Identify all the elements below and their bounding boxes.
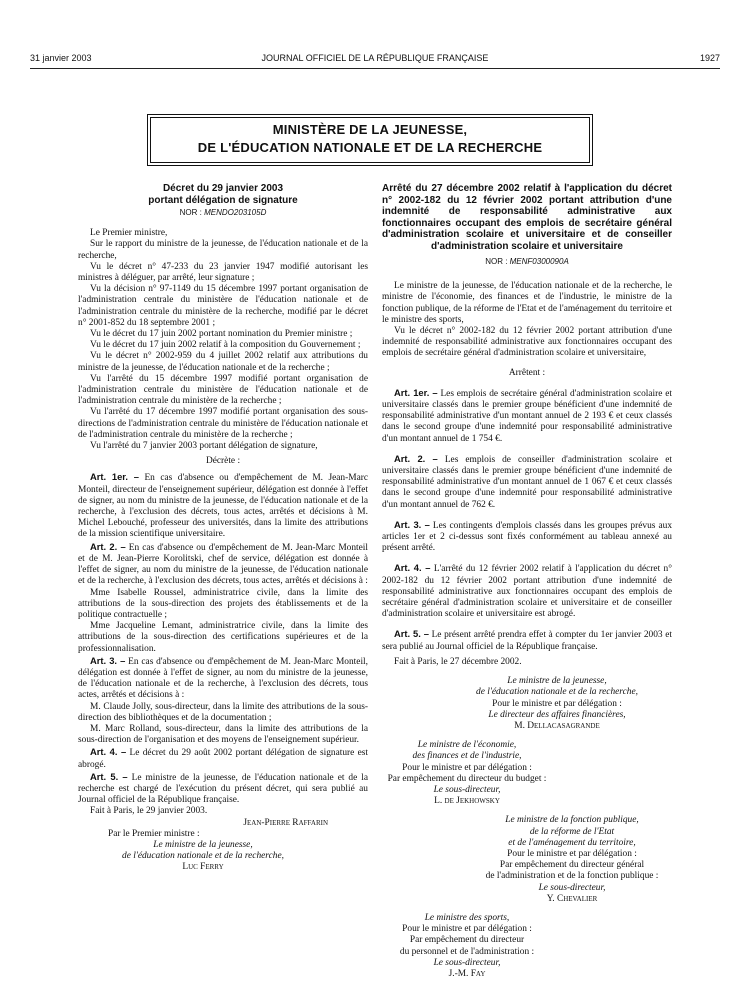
signature-block-1: Le ministre de la jeunesse, de l'éducation nationale et de la recherche, Pour le ministre et par délégation : Le directeur des affaires financières, M. Dellacasagrande bbox=[476, 676, 638, 731]
right-column bbox=[382, 183, 672, 980]
signing-date: Fait à Paris, le 27 décembre 2002. bbox=[394, 656, 522, 667]
article-4: Art. 4. – Le décret du 29 août 2002 portant délégation de signature est abrogé. bbox=[78, 746, 369, 770]
paragraph: Mme Jacqueline Lemant, administratrice civile, dans la limite des attributions de la sous-direction des certifications supérieures et de la professionnalisation. bbox=[78, 621, 368, 654]
ministry-banner bbox=[150, 117, 590, 163]
paragraph: Sur le rapport du ministre de la jeunesse, de l'éducation nationale et de la recherche, bbox=[78, 239, 368, 261]
header-date: 31 janvier 2003 bbox=[30, 53, 92, 63]
minister-line-2: de l'éducation nationale et de la recherche, bbox=[122, 851, 284, 862]
decrete-heading: Décrète : bbox=[205, 456, 241, 467]
paragraph: Vu l'arrêté du 17 décembre 1997 modifié portant organisation des sous-directions de l'administration centrale du ministère de l'éducation nationale et de l'administration centrale du ministère de la recherche ; bbox=[78, 407, 368, 440]
paragraph: Vu le décret du 17 juin 2002 portant nomination du Premier ministre ; bbox=[90, 329, 353, 340]
by-pm: Par le Premier ministre : bbox=[108, 828, 200, 839]
minister-line-1: Le ministre de la jeunesse, bbox=[153, 839, 253, 850]
arretent-heading: Arrêtent : bbox=[508, 367, 546, 378]
ministry-line-1: MINISTÈRE DE LA JEUNESSE, bbox=[272, 122, 468, 137]
article-1: Art. 1er. – Les emplois de secrétaire général d'administration scolaire et universitaire classés dans le premier groupe bénéficient d'une indemnité de responsabilité administrative d'un montant annuel de 2 193 € et ceux classés dans le second groupe d'une indemnité pour responsabilité administrative d'un montant annuel de 1 754 €. bbox=[382, 386, 673, 444]
article-2: Art. 2. – En cas d'absence ou d'empêchement de M. Jean-Marc Monteil et de M. Jean-Pierre Korolitski, chef de service, délégation est donnée à l'effet de signer, au nom du ministre de la jeunesse, de l'éducation nationale et de la recherche, à l'exclusion des décrets, tous actes, arrêtés et décisions à : bbox=[78, 540, 369, 587]
paragraph: Le ministre de la jeunesse, de l'éducation nationale et de la recherche, le ministre de l'économie, des finances et de l'industrie, le ministre de la fonction publique, de la réforme de l'Etat et de l'aménagement du territoire et le ministre des sports, bbox=[382, 281, 672, 325]
paragraph: Vu le décret n° 47-233 du 23 janvier 1947 modifié autorisant les ministres à déléguer, par arrêté, leur signature ; bbox=[78, 261, 368, 284]
article-3: Art. 3. – Les contingents d'emplois classés dans les groupes prévus aux articles 1er et 2 ci-dessus sont fixés conformément au tableau annexé au présent arrêté. bbox=[382, 518, 673, 554]
signing-date: Fait à Paris, le 29 janvier 2003. bbox=[90, 806, 208, 817]
left-column bbox=[78, 183, 368, 874]
signature-block-4: Le ministre des sports, Pour le ministre et par délégation : Par empêchement du directeur du personnel et de l'administration : Le sous-directeur, J.-M. Fay bbox=[399, 912, 535, 979]
paragraph: Le Premier ministre, bbox=[90, 228, 168, 239]
decree-subtitle: portant délégation de signature bbox=[148, 194, 298, 206]
article-2: Art. 2. – Les emplois de conseiller d'administration scolaire et universitaire classés dans le premier groupe bénéficient d'une indemnité de responsabilité administrative d'un montant annuel de 1 067 € et ceux classés dans le second groupe d'une indemnité pour responsabilité administrative d'un montant annuel de 762 €. bbox=[382, 452, 673, 510]
paragraph: Vu l'arrêté du 15 décembre 1997 modifié portant organisation de l'administration centrale du ministère de l'éducation nationale et de l'administration centrale du ministère de la recherche ; bbox=[78, 373, 368, 407]
paragraph: Mme Isabelle Roussel, administratrice civile, dans la limite des attributions de la sous-direction des projets des établissements et de la politique contractuelle ; bbox=[78, 587, 368, 620]
signature-block-2: Le ministre de l'économie, des finances et de l'industrie, Pour le ministre et par délégation : Par empêchement du directeur du budget : Le sous-directeur, L. de Jekhowsky bbox=[387, 740, 547, 807]
decree-title: Décret du 29 janvier 2003 bbox=[162, 183, 284, 194]
arrete-title: Arrêté du 27 décembre 2002 relatif à l'application du décret n° 2002-182 du 12 février 2002 portant attribution d'une indemnité de responsabilité administrative aux fonctionnaires occupant des emplois de secrétaire général d'administration scolaire et universitaire et de conseiller d'administration scolaire et universitaire bbox=[382, 183, 672, 252]
signature-block-3: Le ministre de la fonction publique, de la réforme de l'Etat et de l'aménagement du territoire, Pour le ministre et par délégation : Par empêchement du directeur général de l'administration et de la fonction publique : Le sous-directeur, Y. Chevalier bbox=[485, 815, 659, 904]
ministry-line-2: DE L'ÉDUCATION NATIONALE ET DE LA RECHERCHE bbox=[197, 140, 543, 155]
paragraph: Vu le décret n° 2002-182 du 12 février 2002 portant attribution d'une indemnité de responsabilité administrative aux fonctionnaires occupant des emplois de secrétaire général d'administration scolaire et universitaire, bbox=[382, 326, 672, 359]
article-5: Art. 5. – Le ministre de la jeunesse, de l'éducation nationale et de la recherche est chargé de l'exécution du présent décret, qui sera publié au Journal officiel de la République française. bbox=[78, 770, 369, 806]
page-header bbox=[30, 53, 720, 67]
header-rule bbox=[30, 68, 720, 69]
minister-name: Luc Ferry bbox=[182, 862, 224, 873]
paragraph: M. Claude Jolly, sous-directeur, dans la limite des attributions de la sous-direction des bibliothèques et de la documentation ; bbox=[78, 701, 368, 723]
arrete-nor: NOR : MENF0300090A bbox=[485, 257, 569, 266]
article-1: Art. 1er. – En cas d'absence ou d'empêchement de M. Jean-Marc Monteil, directeur de l'enseignement supérieur, délégation est donnée à l'effet de signer, au nom du ministre de la jeunesse, de l'éducation nationale et de la recherche, à l'exclusion des décrets, tous actes, arrêtés et décisions à M. Michel Lebouché, professeur des universités, dans la limite des attributions de la mission scientifique universitaire. bbox=[78, 471, 369, 540]
article-5: Art. 5. – Le présent arrêté prendra effet à compter du 1er janvier 2003 et sera publié au Journal officiel de la République française. bbox=[382, 628, 673, 652]
header-journal: JOURNAL OFFICIEL DE LA RÉPUBLIQUE FRANÇAISE bbox=[261, 53, 489, 63]
header-page-number: 1927 bbox=[699, 53, 720, 63]
paragraph: Vu le décret n° 2002-959 du 4 juillet 2002 relatif aux attributions du ministre de la jeunesse, de l'éducation nationale et de la recherche ; bbox=[78, 351, 368, 373]
decree-nor: NOR : MENDO203105D bbox=[179, 208, 267, 217]
paragraph: M. Marc Rolland, sous-directeur, dans la limite des attributions de la sous-direction de l'organisation et des moyens de l'enseignement supérieur. bbox=[78, 723, 368, 746]
signatory-pm: Jean-Pierre Raffarin bbox=[243, 817, 328, 828]
paragraph: Vu la décision n° 97-1149 du 15 décembre 1997 portant organisation de l'administration centrale du ministère de l'éducation nationale et de l'administration centrale du ministère de la recherche, modifié par le décret n° 2001-852 du 18 septembre 2001 ; bbox=[78, 284, 368, 328]
article-4: Art. 4. – L'arrêté du 12 février 2002 relatif à l'application du décret n° 2002-182 du 12 février 2002 portant attribution d'une indemnité de responsabilité administrative aux fonctionnaires occupant des emplois de secrétaire général d'administration scolaire et universitaire et de conseiller d'administration scolaire et universitaire est abrogé. bbox=[382, 562, 672, 620]
paragraph: Vu le décret du 17 juin 2002 relatif à la composition du Gouvernement ; bbox=[90, 340, 361, 351]
article-3: Art. 3. – En cas d'absence ou d'empêchement de M. Jean-Marc Monteil, délégation est donnée à l'effet de signer, au nom du ministre de la jeunesse, de l'éducation nationale et de la recherche, à l'exclusion des décrets, tous actes, arrêtés et décisions à : bbox=[78, 654, 368, 701]
paragraph: Vu l'arrêté du 7 janvier 2003 portant délégation de signature, bbox=[90, 441, 318, 452]
